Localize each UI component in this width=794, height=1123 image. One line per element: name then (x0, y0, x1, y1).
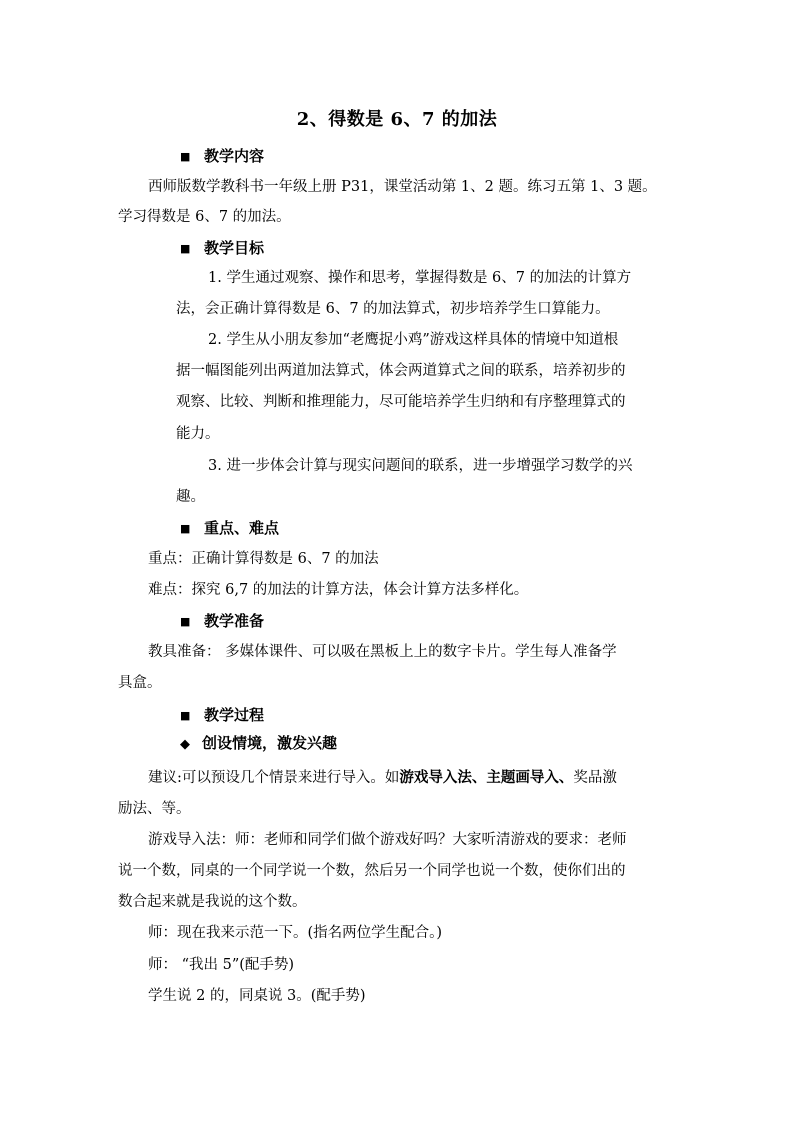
heading-label: 教学准备 (204, 612, 265, 630)
key-point-text: 重点：正确计算得数是 6、7 的加法 (148, 551, 379, 567)
square-bullet-icon: ■ (180, 522, 191, 535)
heading-label: 重点、难点 (204, 519, 280, 537)
goal-3-line-2: 趣。 (176, 489, 205, 505)
teacher-line-2: 师： “我出 5”(配手势) (148, 957, 295, 973)
subsection-heading-situation (180, 733, 337, 755)
content-line-1: 西师版数学教科书一年级上册 P31，课堂活动第 1、2 题。练习五第 1、3 题。 (148, 179, 657, 195)
goal-2-line-4: 能力。 (176, 426, 220, 442)
teacher-line-1: 师：现在我来示范一下。(指名两位学生配合。) (148, 925, 443, 941)
goal-1-line-1: 1. 学生通过观察、操作和思考，掌握得数是 6、7 的加法的计算方 (208, 270, 632, 286)
difficult-point-text: 难点：探究 6,7 的加法的计算方法，体会计算方法多样化。 (148, 582, 529, 598)
suggestion-bold-game: 游戏导入法、 (399, 769, 487, 786)
heading-label: 教学目标 (204, 239, 265, 257)
subheading-label: 创设情境，激发兴趣 (202, 734, 338, 752)
heading-label: 教学内容 (204, 147, 265, 165)
heading-label: 教学过程 (204, 706, 265, 724)
goal-1-line-2: 法，会正确计算得数是 6、7 的加法算式，初步培养学生口算能力。 (176, 301, 610, 317)
diamond-bullet-icon: ◆ (180, 737, 190, 752)
goal-2-line-2: 据一幅图能列出两道加法算式，体会两道算式之间的联系，培养初步的 (176, 363, 626, 379)
suggestion-text-end: 奖品激 (573, 770, 617, 786)
square-bullet-icon: ■ (180, 709, 191, 722)
content-line-2: 学习得数是 6、7 的加法。 (118, 209, 291, 225)
section-heading-content (180, 146, 264, 167)
section-heading-process (180, 705, 264, 726)
goal-3-line-1: 3. 进一步体会计算与现实问题间的联系，进一步增强学习数学的兴 (208, 458, 633, 474)
game-line-3: 数合起来就是我说的这个数。 (118, 894, 307, 910)
section-heading-goals (180, 238, 264, 259)
game-line-2: 说一个数，同桌的一个同学说一个数，然后另一个同学也说一个数，使你们出的 (118, 863, 626, 879)
square-bullet-icon: ■ (180, 150, 191, 163)
student-line-1: 学生说 2 的，同桌说 3。(配手势) (148, 988, 366, 1004)
document-title: 2、得数是 6、7 的加法 (296, 109, 498, 130)
suggestion-text: 建议:可以预设几个情景来进行导入。如 (148, 770, 400, 786)
square-bullet-icon: ■ (180, 242, 191, 255)
section-heading-key-points (180, 518, 279, 539)
suggestion-line-1 (148, 768, 617, 788)
suggestion-bold-theme: 主题画导入、 (486, 769, 574, 786)
goal-2-line-3: 观察、比较、判断和推理能力，尽可能培养学生归纳和有序整理算式的 (176, 394, 626, 410)
square-bullet-icon: ■ (180, 615, 191, 628)
suggestion-line-2: 励法、等。 (118, 801, 191, 817)
goal-2-line-1: 2. 学生从小朋友参加“老鹰捉小鸡”游戏这样具体的情境中知道根 (208, 332, 619, 348)
section-heading-preparation (180, 611, 264, 632)
preparation-line-1: 教具准备： 多媒体课件、可以吸在黑板上上的数字卡片。学生每人准备学 (148, 644, 617, 660)
preparation-line-2: 具盒。 (118, 675, 162, 691)
game-line-1: 游戏导入法：师：老师和同学们做个游戏好吗？大家听清游戏的要求：老师 (148, 832, 627, 848)
